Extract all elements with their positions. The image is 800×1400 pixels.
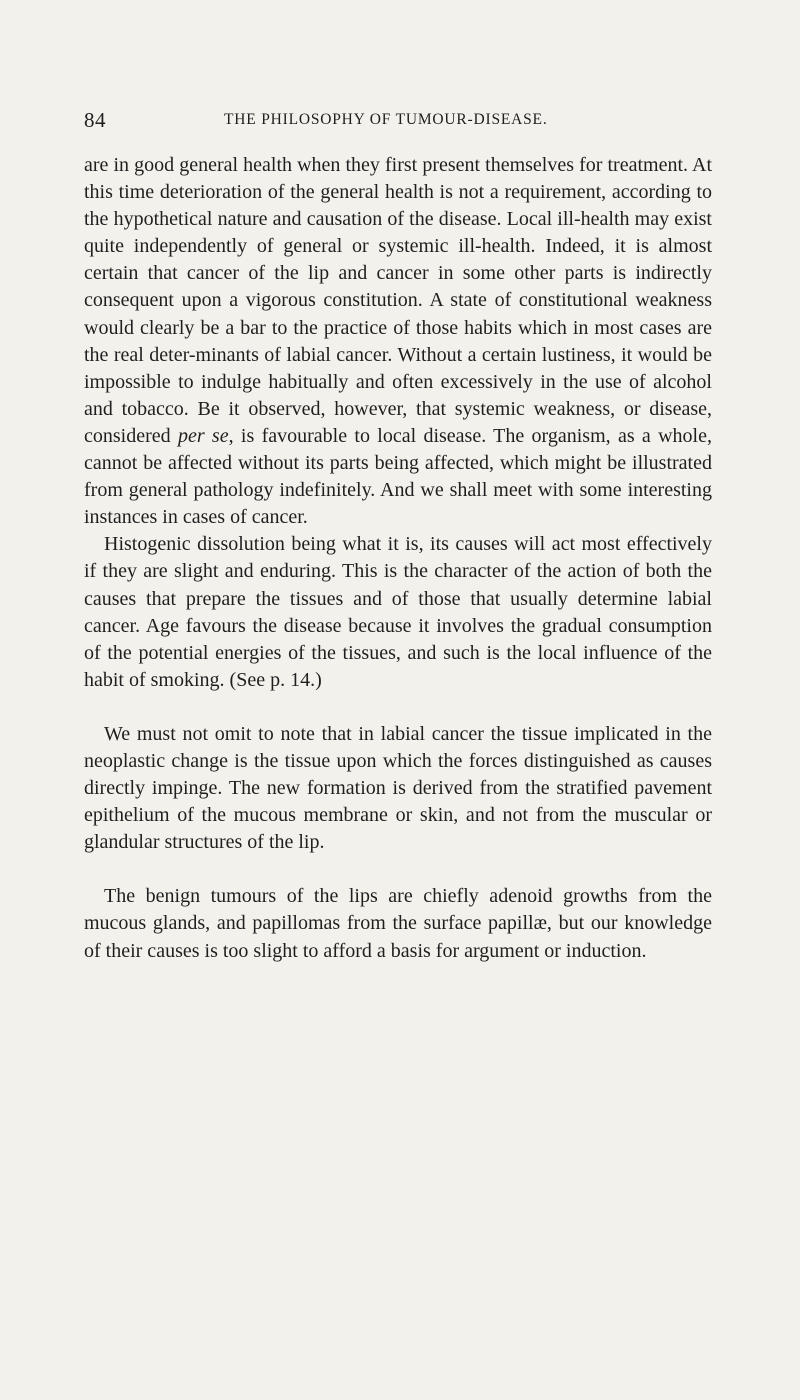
paragraph-3: We must not omit to note that in labial cancer the tissue implicated in the neoplastic change is the tissue upon which the forces distinguished as causes directly impinge. The new formation is derived from the stratified pavement epithelium of the mucous membrane or skin, and not from the muscular or glandular structures of the lip. xyxy=(84,722,712,854)
paragraph-1-italic: per se xyxy=(177,424,229,447)
page-header xyxy=(84,108,712,138)
page-number: 84 xyxy=(84,108,106,132)
paragraph-1 xyxy=(84,152,712,531)
paragraph-2: Histogenic dissolution being what it is, its causes will act most effectively if they are slight and enduring. This is the character of the action of both the causes that prepare the tissues and of those that usually determine labial cancer. Age favours the disease because it involves the gradual consumption of the potential energies of the tissues, and such is the local influence of the habit of smoking. (See p. 14.) xyxy=(84,533,712,691)
paragraph-1-text-after: , is favourable to local disease. The organism, as a whole, cannot be affected without its parts being affected, which might be illustrated from general pathology indefinitely. And we shall meet with some interesting instances in cases of cancer. xyxy=(84,424,712,529)
body-text xyxy=(84,152,712,965)
paragraph-4: The benign tumours of the lips are chiefly adenoid growths from the mucous glands, and papillomas from the surface papillæ, but our knowledge of their causes is too slight to afford a basis for argument or induction. xyxy=(84,885,712,962)
running-head: THE PHILOSOPHY OF TUMOUR-DISEASE. xyxy=(224,111,548,128)
paragraph-1-text: are in good general health when they first present themselves for treatment. At this time deterioration of the general health is not a requirement, according to the hypothetical nature and causation of the disease. Local ill-health may exist quite independently of general or systemic ill-health. Indeed, it is almost certain that cancer of the lip and cancer in some other parts is indirectly consequent upon a vigorous constitution. A state of constitutional weakness would clearly be a bar to the practice of those habits which in most cases are the real deter-minants of labial cancer. Without a certain lustiness, it would be impossible to indulge habitually and often excessively in the use of alcohol and tobacco. Be it observed, however, that systemic weakness, or disease, considered xyxy=(84,154,712,447)
